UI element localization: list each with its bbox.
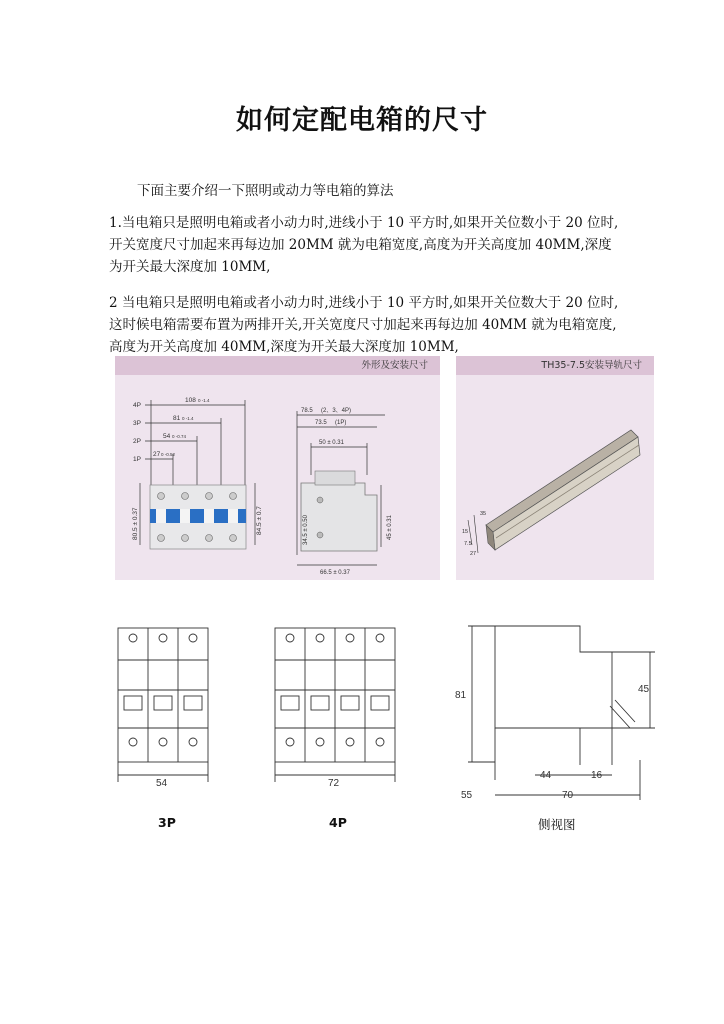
width-3p: 54 — [156, 778, 168, 789]
dimension-figure-panel — [115, 356, 440, 580]
dim-81-tol: 0 -1.4 — [182, 416, 194, 421]
side-dim-45: 45 — [638, 684, 650, 695]
paragraph-1: 1.当电箱只是照明电箱或者小动力时,进线小于 10 平方时,如果开关位数小于 20 位时,开关宽度尺寸加起来再每边加 20MM 就为电箱宽度,高度为开关高度加 40MM,深度为开关最大深度加 10MM, — [109, 215, 619, 275]
bottom-drawings — [0, 610, 724, 830]
breaker-side-view — [301, 471, 377, 551]
caption-side-view: 侧视图 — [538, 817, 576, 832]
dim-27: 27 — [153, 451, 161, 458]
pole-label-1p: 1P — [133, 456, 141, 463]
din-rail — [486, 430, 640, 550]
dim-height-right: 84.5 ± 0.7 — [256, 506, 263, 535]
din-rail-drawing — [456, 375, 654, 580]
dim-78-5-note: (2、3、4P) — [321, 408, 352, 414]
dim-108: 108 — [185, 397, 196, 404]
pole-label-3p: 3P — [133, 420, 141, 427]
side-dim-81: 81 — [455, 690, 467, 701]
side-dim-70: 70 — [562, 790, 574, 801]
rail-dim-7-5: 7.5 — [464, 541, 472, 547]
caption-3p: 3P — [158, 815, 176, 830]
dim-54: 54 — [163, 433, 171, 440]
panel-header: 外形及安装尺寸 — [115, 356, 440, 375]
dim-81: 81 — [173, 415, 181, 422]
dim-34-5: 34.5 ± 0.50 — [303, 515, 309, 545]
width-4p: 72 — [328, 778, 340, 789]
dim-108-tol: 0 -1.4 — [198, 398, 210, 403]
side-dim-16: 16 — [591, 770, 603, 781]
dim-73-5: 73.5 — [315, 420, 327, 426]
dim-27-tol: 0 -0.52 — [161, 452, 176, 457]
rail-figure-panel — [456, 356, 654, 580]
pole-label-2p: 2P — [133, 438, 141, 445]
page-title: 如何定配电箱的尺寸 — [236, 105, 488, 136]
intro-paragraph: 下面主要介绍一下照明或动力等电箱的算法 — [137, 183, 394, 199]
dim-50: 50 ± 0.31 — [319, 440, 344, 446]
paragraph-2: 2 当电箱只是照明电箱或者小动力时,进线小于 10 平方时,如果开关位数大于 20 位时,这时候电箱需要布置为两排开关,开关宽度尺寸加起来再每边加 40MM 就为电箱宽度,高度为开关高度加 40MM,深度为开关最大深度加 10MM, — [109, 295, 619, 355]
rail-dim-35: 35 — [480, 511, 487, 517]
breaker-front-view — [150, 485, 246, 549]
dim-height-left: 80.5 ± 0.37 — [132, 507, 139, 540]
dim-73-5-note: (1P) — [335, 420, 347, 426]
front-view-3p — [118, 628, 208, 782]
side-dim-44: 44 — [540, 770, 552, 781]
pole-label-4p: 4P — [133, 402, 141, 409]
dim-78-5: 78.5 — [301, 408, 313, 414]
rail-dim-15: 15 — [462, 529, 469, 535]
side-view-drawing — [468, 626, 655, 800]
caption-4p: 4P — [329, 815, 347, 830]
dim-54-tol: 0 -0.74 — [172, 434, 187, 439]
side-dim-55: 55 — [461, 790, 473, 801]
front-view-4p — [275, 628, 395, 782]
rail-panel-header: TH35-7.5安装导轨尺寸 — [456, 356, 654, 375]
dim-45: 45 ± 0.31 — [387, 515, 393, 540]
dim-66-5: 66.5 ± 0.37 — [320, 570, 350, 576]
breaker-dimension-drawing — [115, 375, 440, 580]
rail-dim-27: 27 — [470, 551, 477, 557]
